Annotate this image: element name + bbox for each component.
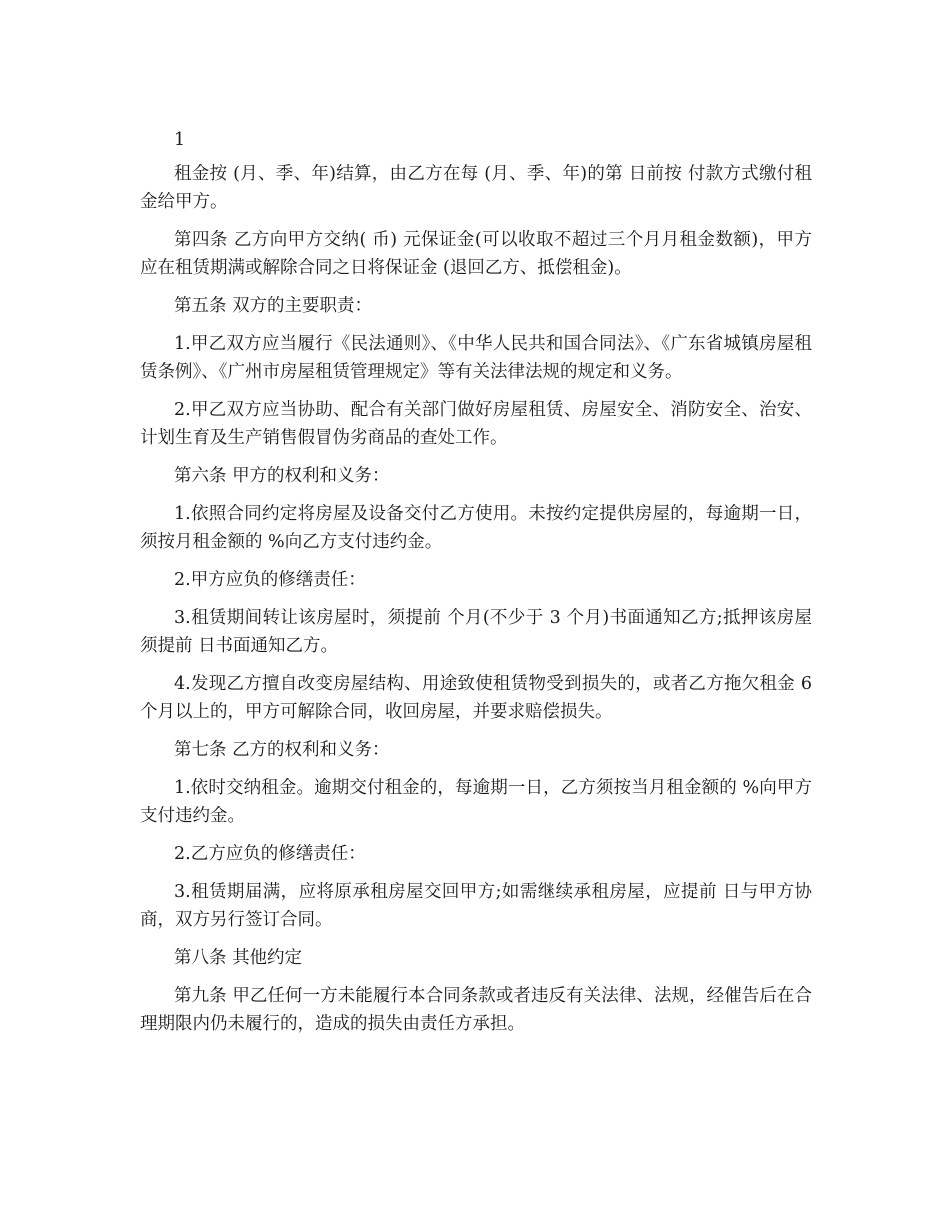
page-number: 1 (174, 130, 186, 150)
paragraph-article-6-item-4: 4.发现乙方擅自改变房屋结构、用途致使租赁物受到损失的，或者乙方拖欠租金 6 个月以上的，甲方可解除合同，收回房屋，并要求赔偿损失。 (140, 674, 812, 722)
paragraph-article-7-item-1: 1.依时交纳租金。逾期交付租金的，每逾期一日，乙方须按当月租金额的 %向甲方支付违约金。 (140, 778, 812, 826)
paragraph-article-5-item-2: 2.甲乙双方应当协助、配合有关部门做好房屋租赁、房屋安全、消防安全、治安、计划生育及生产销售假冒伪劣商品的查处工作。 (140, 400, 812, 448)
paragraph-article-9: 第九条 甲乙任何一方未能履行本合同条款或者违反有关法律、法规，经催告后在合理期限内仍未履行的，造成的损失由责任方承担。 (140, 986, 812, 1034)
paragraph-article-7-heading: 第七条 乙方的权利和义务： (174, 740, 390, 760)
paragraph-article-6-item-1: 1.依照合同约定将房屋及设备交付乙方使用。未按约定提供房屋的，每逾期一日，须按月租金额的 %向乙方支付违约金。 (140, 504, 812, 552)
paragraph-article-7-item-3: 3.租赁期届满，应将原承租房屋交回甲方;如需继续承租房屋，应提前 日与甲方协商，双方另行签订合同。 (140, 882, 812, 930)
paragraph-article-5-heading: 第五条 双方的主要职责： (174, 296, 373, 316)
paragraph-article-6-item-2: 2.甲方应负的修缮责任： (174, 570, 366, 590)
paragraph-article-5-item-1: 1.甲乙双方应当履行《民法通则》、《中华人民共和国合同法》、《广东省城镇房屋租赁条例》、《广州市房屋租赁管理规定》等有关法律法规的规定和义务。 (140, 334, 812, 382)
paragraph-rent-settlement: 租金按 (月、季、年)结算，由乙方在每 (月、季、年)的第 日前按 付款方式缴付租金给甲方。 (140, 164, 812, 212)
paragraph-article-7-item-2: 2.乙方应负的修缮责任： (174, 844, 366, 864)
paragraph-article-6-heading: 第六条 甲方的权利和义务： (174, 466, 390, 486)
paragraph-article-8-heading: 第八条 其他约定 (174, 948, 303, 968)
paragraph-article-6-item-3: 3.租赁期间转让该房屋时，须提前 个月(不少于 3 个月)书面通知乙方;抵押该房屋须提前 日书面通知乙方。 (140, 608, 812, 656)
paragraph-article-4: 第四条 乙方向甲方交纳( 币) 元保证金(可以收取不超过三个月月租金数额)，甲方应在租赁期满或解除合同之日将保证金 (退回乙方、抵偿租金)。 (140, 230, 812, 278)
document-body (140, 126, 812, 1048)
